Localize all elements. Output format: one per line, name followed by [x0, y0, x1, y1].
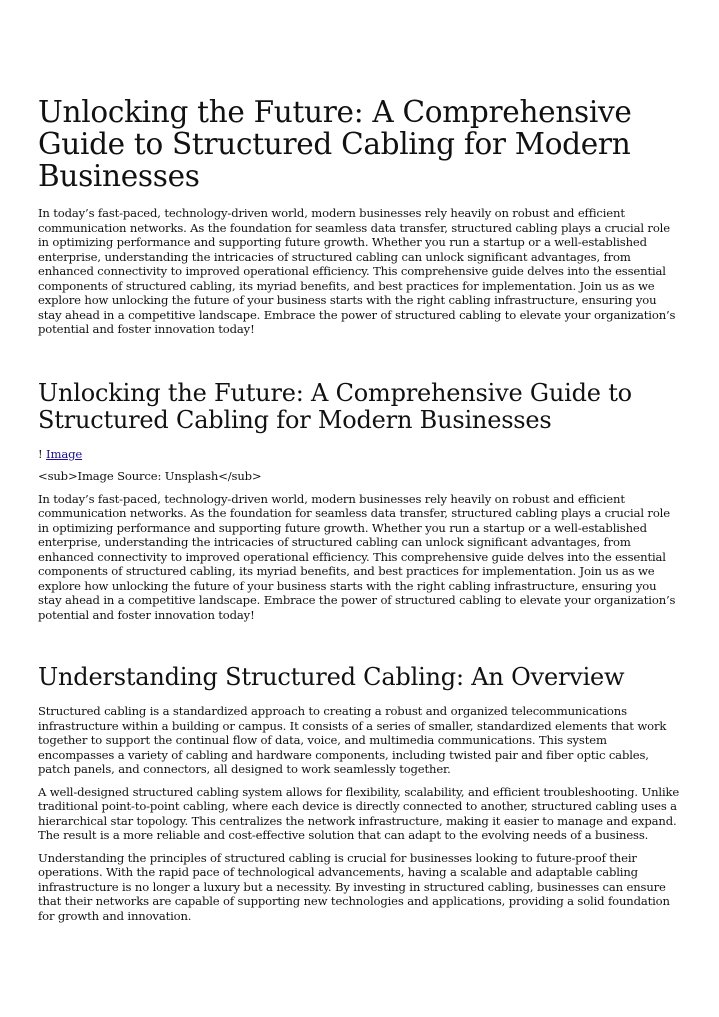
- overview-paragraph: A well-designed structured cabling system allows for flexibility, scalability, and efficient troubleshooting. Unlike traditional point-to-point cabling, where each device is directly connected to another, structured cabling uses a hierarchical star topology. This centralizes the network infrastructure, making it easier to manage and expand. The result is a more reliable and cost-effective solution that can adapt to the evolving needs of a business.: [38, 784, 680, 842]
- section-guide-paragraph: In today’s fast-paced, technology-driven world, modern businesses rely heavily on robust and efficient communication networks. As the foundation for seamless data transfer, structured cabling plays a crucial role in optimizing performance and supporting future growth. Whether you run a startup or a well-established enterprise, understanding the intricacies of structured cabling can unlock significant advantages, from enhanced connectivity to improved operational efficiency. This comprehensive guide delves into the essential components of structured cabling, its myriad benefits, and best practices for implementation. Join us as we explore how unlocking the future of your business starts with the right cabling infrastructure, ensuring you stay ahead in a competitive landscape. Embrace the power of structured cabling to elevate your organization’s potential and foster innovation today!: [38, 491, 676, 622]
- section-spacer: [38, 630, 683, 664]
- intro-paragraph: In today’s fast-paced, technology-driven world, modern businesses rely heavily on robust and efficient communication networks. As the foundation for seamless data transfer, structured cabling plays a crucial role in optimizing performance and supporting future growth. Whether you run a startup or a well-established enterprise, understanding the intricacies of structured cabling can unlock significant advantages, from enhanced connectivity to improved operational efficiency. This comprehensive guide delves into the essential components of structured cabling, its myriad benefits, and best practices for implementation. Join us as we explore how unlocking the future of your business starts with the right cabling infrastructure, ensuring you stay ahead in a competitive landscape. Embrace the power of structured cabling to elevate your organization’s potential and foster innovation today!: [38, 206, 676, 336]
- article-content: [38, 96, 683, 931]
- image-link[interactable]: Image: [46, 446, 83, 461]
- overview-paragraph: Structured cabling is a standardized approach to creating a robust and organized telecommunications infrastructure within a building or campus. It consists of a series of smaller, standardized elements that work together to support the continual flow of data, voice, and multimedia communications. This system encompasses a variety of cabling and hardware components, including twisted pair and fiber optic cables, patch panels, and connectors, all designed to work seamlessly together.: [38, 704, 667, 776]
- page-title: Unlocking the Future: A Comprehensive Guide to Structured Cabling for Modern Businesses: [38, 95, 632, 193]
- image-source-caption: <sub>Image Source: Unsplash</sub>: [38, 469, 262, 483]
- overview-paragraph: Understanding the principles of structured cabling is crucial for businesses looking to future-proof their operations. With the rapid pace of technological advancements, having a scalable and adaptable cabling infrastructure is no longer a luxury but a necessity. By investing in structured cabling, businesses can ensure that their networks are capable of supporting new technologies and applications, providing a solid foundation for growth and innovation.: [38, 850, 670, 923]
- section-spacer: [38, 345, 683, 380]
- image-line: [38, 447, 683, 462]
- image-prefix: !: [38, 446, 47, 461]
- section-heading-overview: Understanding Structured Cabling: An Overview: [38, 663, 625, 691]
- section-heading-guide: Unlocking the Future: A Comprehensive Guide to Structured Cabling for Modern Businesses: [38, 378, 632, 434]
